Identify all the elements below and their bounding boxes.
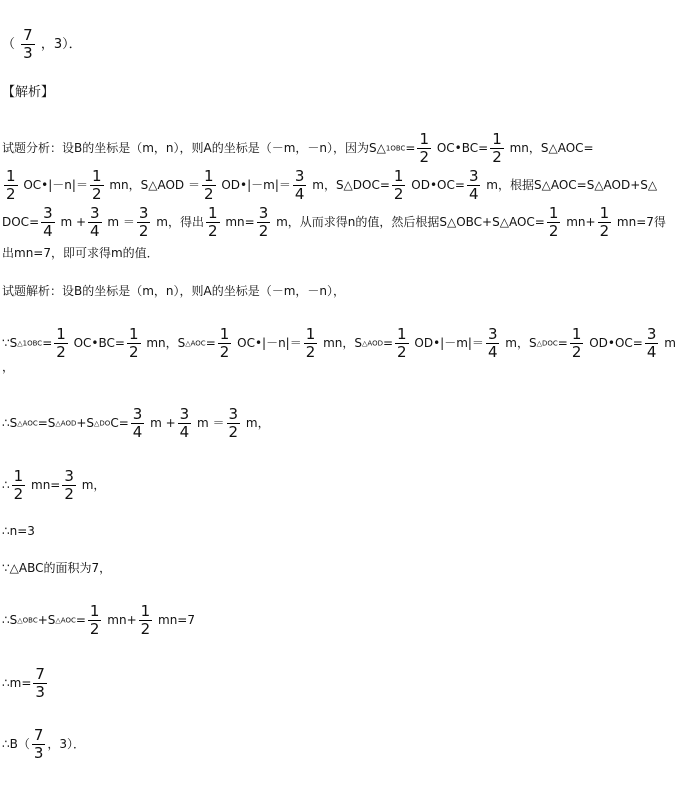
answer-tail: ，3）． [40, 37, 82, 52]
numerator: 1 [140, 602, 151, 620]
text: = [205, 336, 216, 350]
text: m，根据S△AOC=S△AOD+S△ [482, 178, 658, 192]
paren-open: （ [2, 37, 16, 52]
text: mn= [221, 215, 255, 229]
denominator: 4 [468, 185, 479, 203]
solution-step-4: ∴n=3 [2, 524, 35, 538]
fraction [486, 326, 500, 361]
fraction [21, 27, 35, 62]
fraction [227, 406, 241, 441]
text: mn+ [562, 215, 596, 229]
numerator: 3 [487, 325, 498, 343]
fraction [218, 326, 232, 361]
fraction [4, 168, 18, 203]
numerator: 3 [179, 405, 190, 423]
subscript: △DO [94, 419, 111, 428]
text: mn，S [319, 336, 363, 350]
fraction [202, 168, 216, 203]
solution-step-8 [2, 727, 85, 762]
analysis-line-2 [2, 168, 657, 203]
fraction [490, 131, 504, 166]
subscript: △AOD [55, 419, 77, 428]
text: +S [37, 613, 56, 627]
text: mn+ [103, 613, 137, 627]
numerator: 3 [132, 405, 143, 423]
subscript: △AOC [185, 339, 206, 348]
text: OD•OC= [407, 178, 465, 192]
fraction [12, 468, 26, 503]
analysis-line-4: 出mn=7，即可求得m的值． [2, 246, 159, 260]
denominator: 2 [128, 343, 139, 361]
text: mn，S [142, 336, 186, 350]
text: = [75, 613, 86, 627]
text: ，3）． [47, 737, 86, 751]
text: +S [76, 416, 95, 430]
fraction [32, 727, 46, 762]
text: = [42, 336, 53, 350]
numerator: 3 [64, 467, 74, 485]
numerator: 1 [128, 325, 139, 343]
numerator: 3 [468, 167, 479, 185]
text: mn，S△AOC= [505, 141, 594, 155]
subscript: △AOD [362, 339, 383, 348]
denominator: 2 [397, 343, 407, 361]
solution-step-3 [2, 468, 105, 503]
denominator: 2 [492, 148, 502, 166]
denominator: 2 [419, 148, 430, 166]
numerator: 1 [492, 130, 502, 148]
numerator: 3 [90, 204, 100, 222]
denominator: 4 [487, 343, 498, 361]
text: mn=7 [154, 613, 195, 627]
fraction [598, 205, 612, 240]
subscript: △DOC [536, 339, 558, 348]
subscript: 1OBC [385, 144, 406, 153]
fraction [392, 168, 406, 203]
fraction [645, 326, 659, 361]
numerator: 1 [599, 204, 610, 222]
text: ∴ [2, 478, 10, 492]
denominator: 4 [646, 343, 657, 361]
fraction [127, 326, 141, 361]
denominator: 3 [23, 44, 33, 62]
denominator: 4 [179, 423, 190, 441]
denominator: 2 [89, 620, 100, 638]
text: OD•OC= [585, 336, 643, 350]
denominator: 2 [571, 343, 582, 361]
fraction [90, 168, 104, 203]
solution-step-1-tail: ， [2, 360, 15, 374]
text: = [382, 336, 394, 350]
subscript: △AOC [17, 419, 38, 428]
subscript: △1OBC [17, 339, 43, 348]
text: m + [56, 215, 87, 229]
numerator: 7 [35, 665, 45, 683]
text: m， [77, 478, 106, 492]
text: mn= [27, 478, 61, 492]
text: OC•|－n|＝ [19, 178, 88, 192]
denominator: 2 [140, 620, 151, 638]
denominator: 2 [599, 222, 610, 240]
denominator: 2 [305, 343, 316, 361]
fraction [417, 131, 431, 166]
solution-step-2 [2, 406, 270, 441]
numerator: 1 [56, 325, 66, 343]
text: 试题分析：设B的坐标是（m，n），则A的坐标是（－m，－n），因为S△ [2, 141, 386, 155]
subscript: △OBC [17, 616, 38, 625]
numerator: 1 [393, 167, 404, 185]
denominator: 2 [13, 485, 24, 503]
fraction [293, 168, 307, 203]
text: ∵S [2, 336, 18, 350]
solution-step-7 [2, 666, 49, 701]
text: m，得出 [152, 215, 204, 229]
text: OC•|－n|＝ [233, 336, 302, 350]
denominator: 3 [35, 683, 45, 701]
fraction [178, 406, 192, 441]
text: ∴m= [2, 676, 32, 690]
numerator: 3 [228, 405, 239, 423]
text: m， [242, 416, 270, 430]
numerator: 1 [305, 325, 316, 343]
numerator: 1 [13, 467, 24, 485]
text: C= [110, 416, 129, 430]
numerator: 1 [89, 602, 100, 620]
denominator: 2 [64, 485, 74, 503]
section-title: 【解析】 [2, 85, 55, 100]
answer-line [2, 27, 82, 62]
numerator: 1 [6, 167, 16, 185]
denominator: 2 [207, 222, 218, 240]
text: ∴S [2, 613, 18, 627]
denominator: 2 [219, 343, 230, 361]
fraction [137, 205, 151, 240]
fraction [395, 326, 409, 361]
denominator: 4 [294, 185, 305, 203]
denominator: 2 [138, 222, 149, 240]
denominator: 4 [132, 423, 143, 441]
numerator: 1 [548, 204, 559, 222]
numerator: 3 [138, 204, 149, 222]
text: mn=7得 [613, 215, 666, 229]
numerator: 3 [294, 167, 305, 185]
text: OC•BC= [433, 141, 489, 155]
denominator: 3 [33, 744, 44, 762]
fraction [88, 603, 102, 638]
analysis-line-3 [2, 205, 666, 240]
analysis-line-1 [2, 131, 594, 166]
text: OD•|－m|＝ [217, 178, 291, 192]
subscript: △AOC [55, 616, 76, 625]
fraction [570, 326, 584, 361]
numerator: 1 [419, 130, 430, 148]
numerator: 7 [33, 726, 44, 744]
solution-intro: 试题解析：设B的坐标是（m，n），则A的坐标是（－m，－n）， [2, 284, 346, 298]
text: OD•|－m|＝ [410, 336, 484, 350]
fraction [54, 326, 68, 361]
fraction [206, 205, 220, 240]
solution-step-5: ∵△ABC的面积为7， [2, 561, 112, 575]
fraction [467, 168, 481, 203]
fraction [62, 468, 76, 503]
numerator: 3 [43, 204, 53, 222]
numerator: 1 [219, 325, 230, 343]
denominator: 2 [203, 185, 214, 203]
fraction [257, 205, 271, 240]
text: = [405, 141, 416, 155]
denominator: 2 [548, 222, 559, 240]
text: =S [37, 416, 56, 430]
denominator: 2 [258, 222, 269, 240]
solution-step-1 [2, 326, 676, 361]
fraction [41, 205, 55, 240]
text: ∴S [2, 416, 18, 430]
text: DOC= [2, 215, 40, 229]
denominator: 2 [6, 185, 16, 203]
denominator: 2 [228, 423, 239, 441]
fraction [33, 666, 47, 701]
fraction [131, 406, 145, 441]
numerator: 3 [258, 204, 269, 222]
numerator: 1 [397, 325, 407, 343]
text: m ＝ [193, 416, 225, 430]
text: mn，S△AOD ＝ [105, 178, 200, 192]
denominator: 2 [56, 343, 66, 361]
numerator: 1 [203, 167, 214, 185]
numerator: 3 [646, 325, 657, 343]
numerator: 1 [207, 204, 218, 222]
denominator: 2 [393, 185, 404, 203]
solution-step-6 [2, 603, 195, 638]
text: OC•BC= [69, 336, 125, 350]
text: m，S△DOC= [308, 178, 390, 192]
fraction [139, 603, 153, 638]
numerator: 1 [571, 325, 582, 343]
text: m ＝ [103, 215, 135, 229]
fraction [304, 326, 318, 361]
text: = [557, 336, 568, 350]
text: m，S [501, 336, 537, 350]
fraction [547, 205, 561, 240]
denominator: 4 [90, 222, 100, 240]
text: m + [146, 416, 176, 430]
numerator: 7 [23, 26, 33, 44]
fraction [88, 205, 102, 240]
numerator: 1 [91, 167, 102, 185]
text: ∴B（ [2, 737, 30, 751]
text: m，从而求得n的值，然后根据S△OBC+S△AOC= [272, 215, 545, 229]
denominator: 4 [43, 222, 53, 240]
text: m [660, 336, 676, 350]
denominator: 2 [91, 185, 102, 203]
